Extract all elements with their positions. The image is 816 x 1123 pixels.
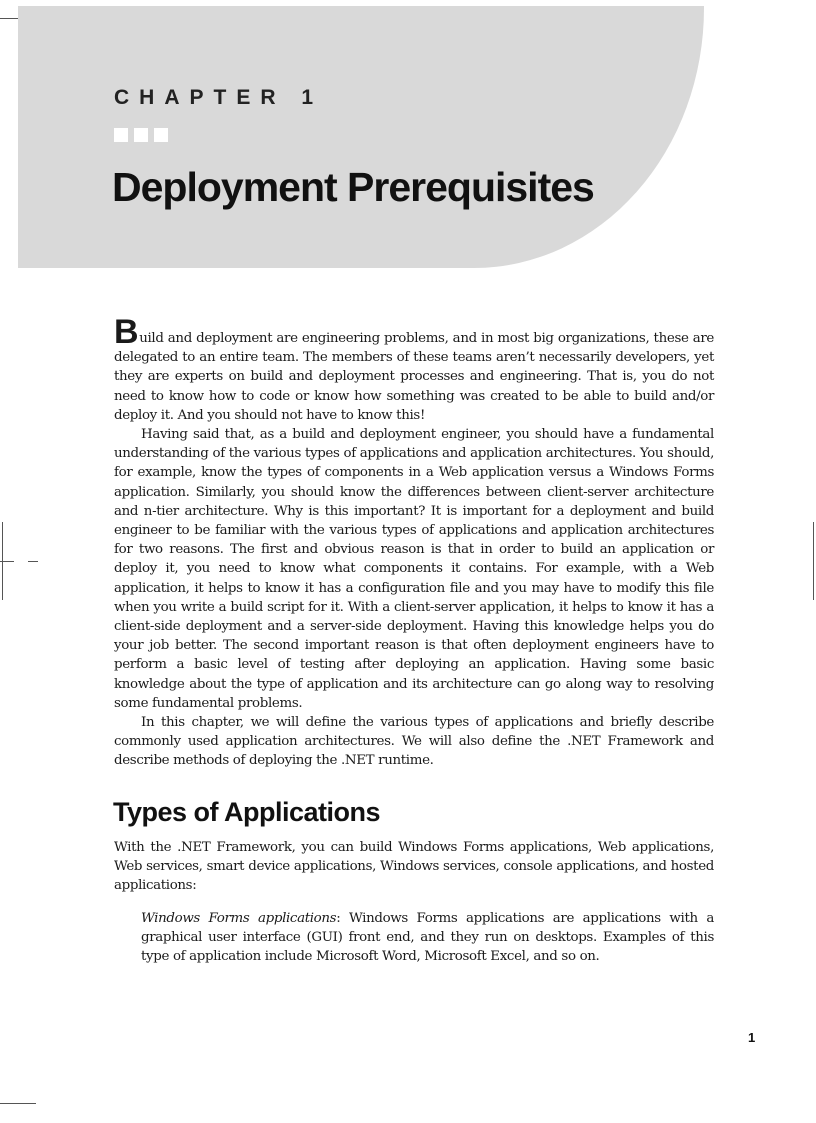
list-item: [141, 909, 714, 967]
ornament-square: [154, 128, 168, 142]
paragraph: In this chapter, we will define the various types of applications and briefly describe commonly used application architectures. We will also define the .NET Framework and describe methods of deploying the .NET runtime.: [114, 715, 714, 769]
paragraph: Having said that, as a build and deployment engineer, you should have a fundamental understanding of the various types of applications and application architectures. You should, for example, know the types of components in a Web application versus a Windows Forms application. Similarly, you should know the differences between client-server architecture and n-tier architecture. Why is this important? It is important for a deployment and build engineer to be familiar with the various types of applications and application architectures for two reasons. The first and obvious reason is that in order to build an application or deploy it, you need to know what components it contains. For example, with a Web application, it helps to know it has a configuration file and you may have to modify this file when you write a build script for it. With a client-server application, it helps to know it has a client-side deployment and a server-side deployment. Having this knowledge helps you do your job better. The second important reason is that often deployment engineers have to perform a basic level of testing after deploying an application. Having some basic knowledge about the type of application and its architecture can go along way to resolving some fundamental problems.: [114, 427, 714, 711]
crop-mark-bottom-left: [0, 1103, 36, 1104]
paragraph: [114, 313, 714, 425]
chapter-title: Deployment Prerequisites: [112, 164, 594, 210]
chapter-ornament: [114, 128, 168, 142]
crop-mark-left-tick: [0, 561, 14, 562]
drop-cap: B: [114, 313, 139, 351]
ornament-square: [114, 128, 128, 142]
list-term: Windows Forms applications: [141, 910, 337, 926]
list-text: : Windows Forms applications are applications with a graphical user interface (GUI) front end, and they run on desktops. Examples of this type of application include Microsoft Word, Microsoft Excel, and so on.: [141, 910, 715, 965]
ornament-square: [134, 128, 148, 142]
crop-mark-left-tick-2: [28, 561, 38, 562]
chapter-label: CHAPTER 1: [114, 86, 324, 109]
section-intro: With the .NET Framework, you can build Windows Forms applications, Web applications, Web services, smart device applications, Windows services, console applications, and hosted applications:: [114, 840, 714, 894]
section-heading: Types of Applications: [113, 797, 381, 827]
chapter-body: [114, 313, 714, 771]
crop-mark-right-middle: [813, 522, 814, 600]
page-number: 1: [748, 1030, 756, 1045]
section-body: [114, 838, 714, 966]
paragraph-text: uild and deployment are engineering problems, and in most big organizations, these are delegated to an entire team. The members of these teams aren’t necessarily developers, yet they are experts on build and deployment processes and engineering. That is, you do not need to know how to code or know how something was created to be able to build and/or deploy it. And you should not have to know this!: [114, 331, 714, 423]
